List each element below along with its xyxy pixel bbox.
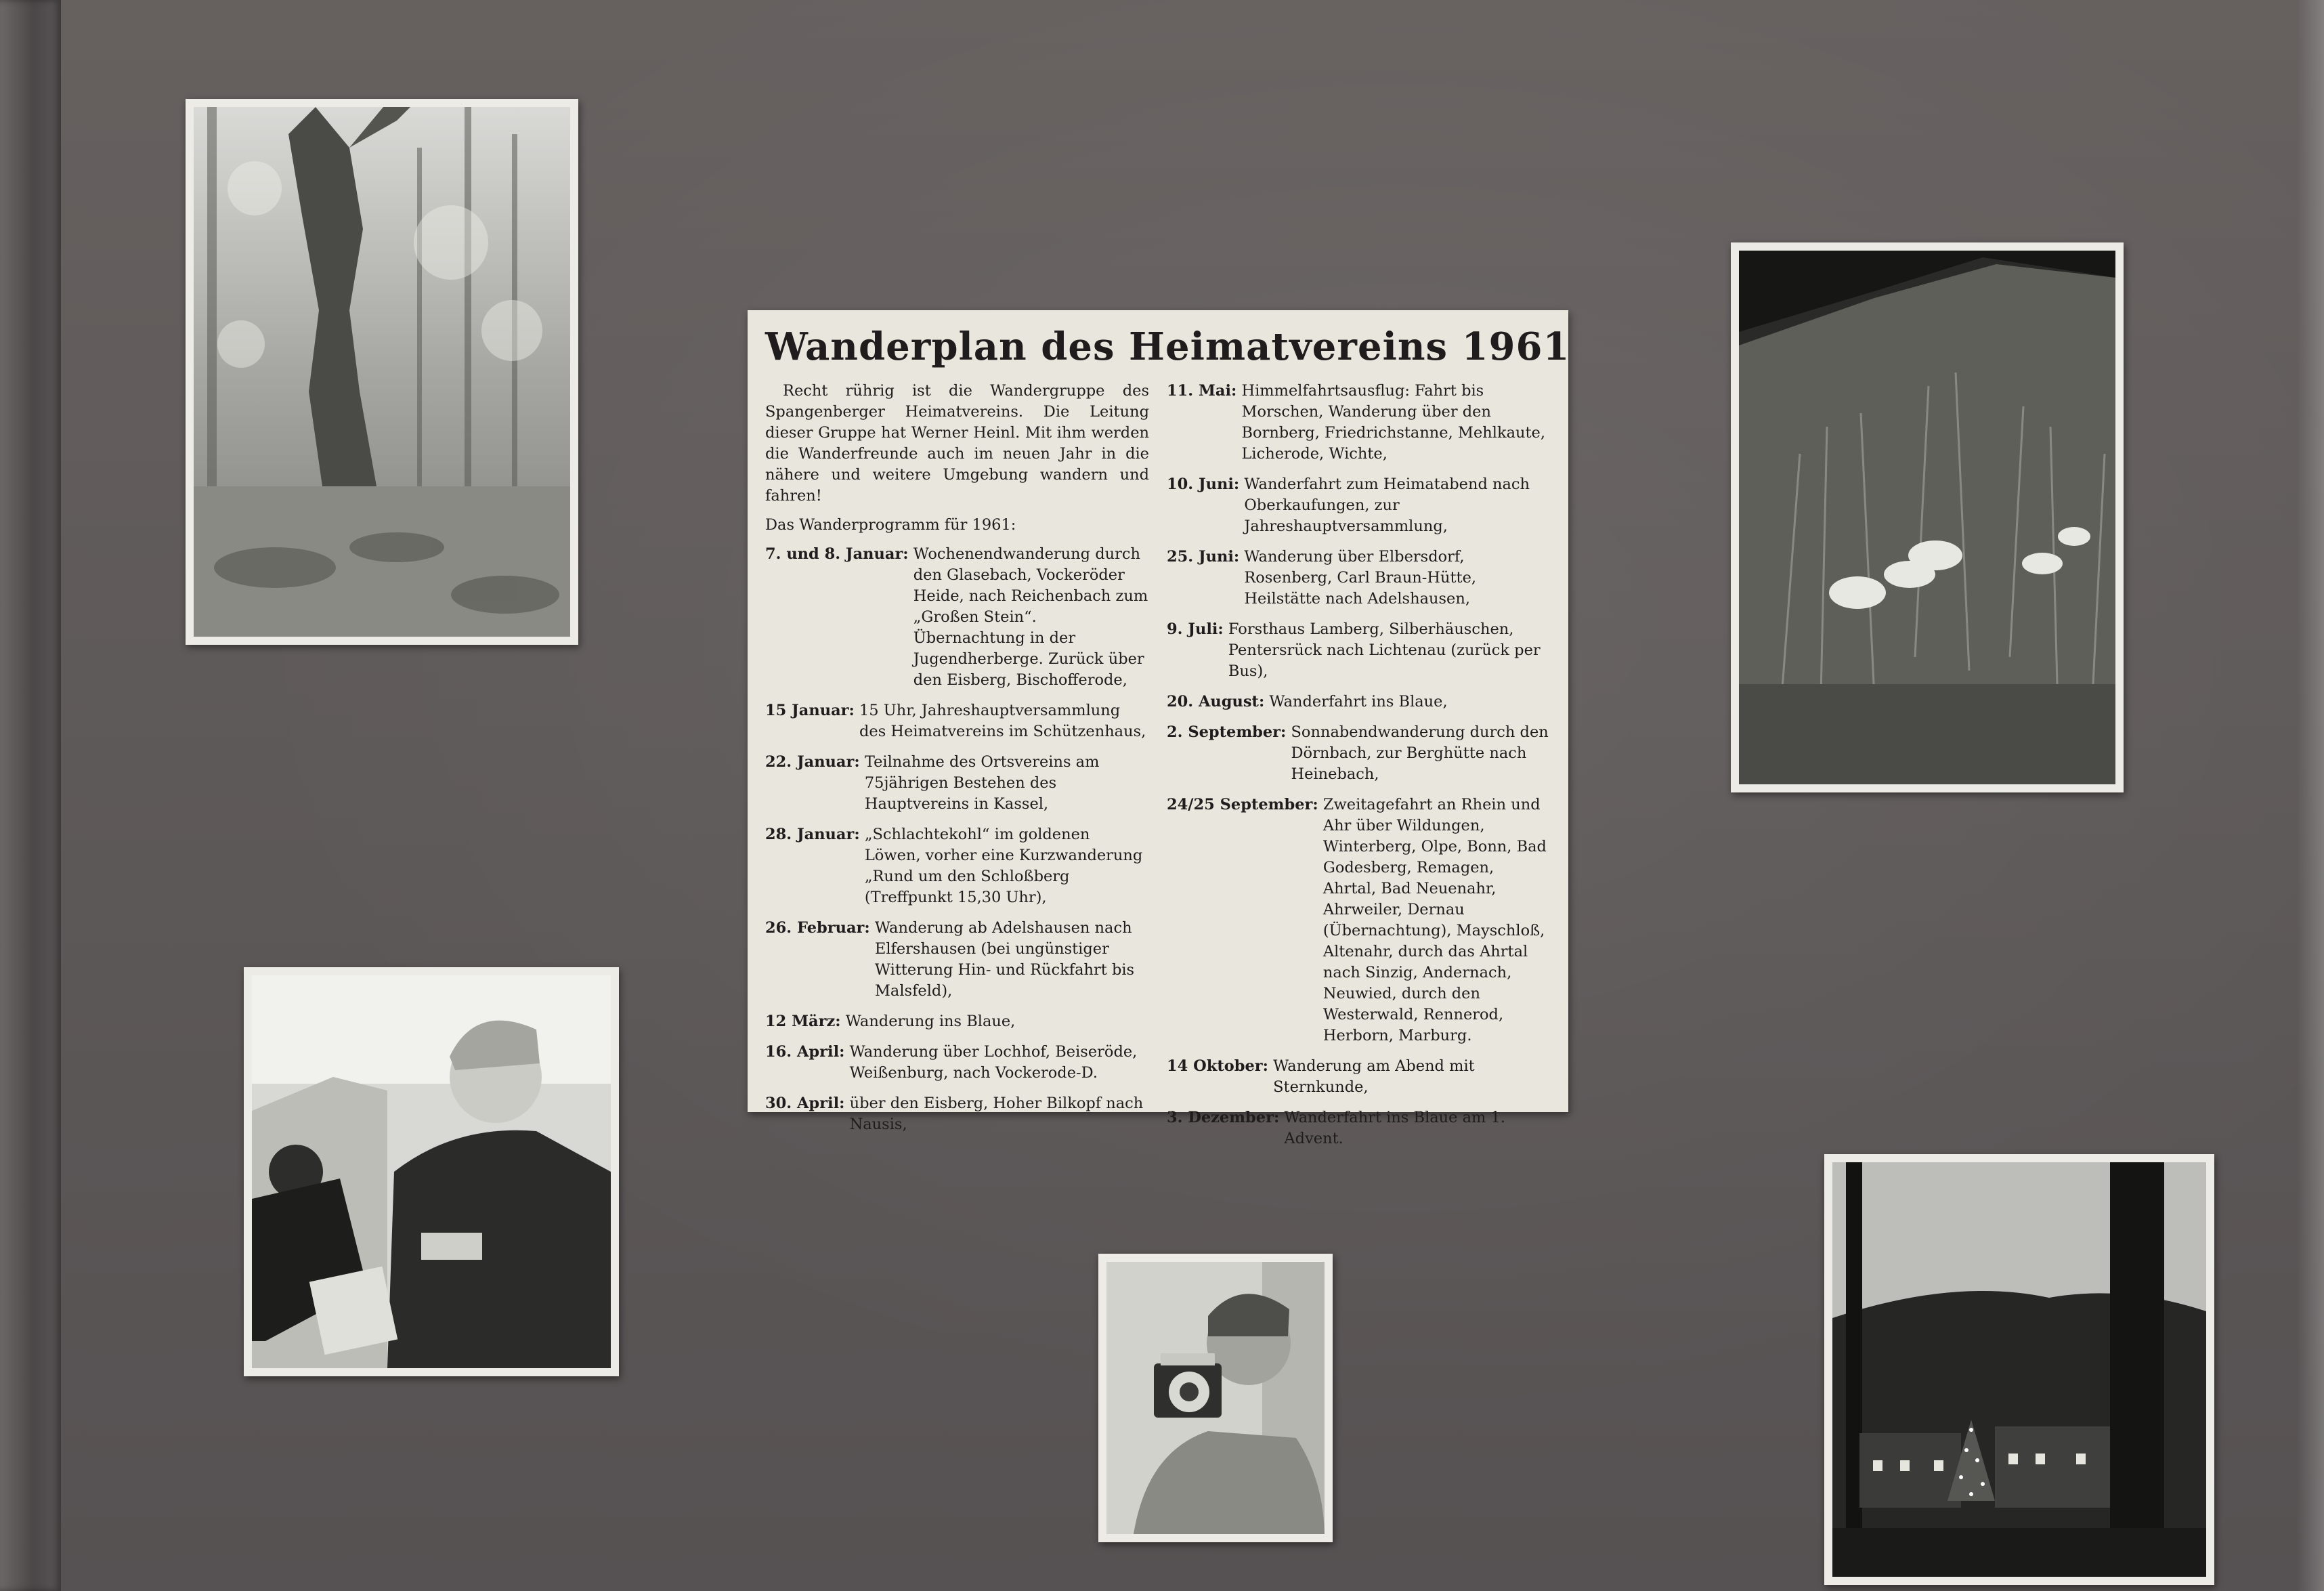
entry-text: Wanderung über Lochhof, Beiseröde, Weißenburg, nach Vockerode-D. [849,1043,1138,1082]
schedule-entry [1167,794,1551,1046]
entry-date: 22. Januar: [765,753,860,771]
entry-date: 9. Juli: [1167,620,1224,638]
entry-text: Teilnahme des Ortsvereins am 75jährigen Bestehen des Hauptvereins in Kassel, [864,753,1100,813]
schedule-entry [765,1011,1149,1032]
entry-date: 28. Januar: [765,826,860,843]
two-men-image [252,975,611,1368]
clipping-right-column [1167,381,1551,1159]
camera-selfie-photo [1098,1254,1333,1542]
flowers-photo [1731,242,2124,792]
clipping-intro: Recht rührig ist die Wandergruppe des Spangenberger Heimatvereins. Die Leitung dieser Gruppe hat Werner Heinl. Mit ihm werden die Wanderfreunde auch im neuen Jahr in die nähere und weitere Umgebung wandern und fahren! [765,382,1149,505]
entry-text: Wanderung ins Blaue, [845,1013,1016,1030]
schedule-entry [1167,619,1551,682]
entry-text: Himmelfahrtsausflug: Fahrt bis Morschen, Wanderung über den Bornberg, Friedrichstanne, Mehlkaute, Licherode, Wichte, [1241,382,1546,463]
forest-tree-photo [186,99,578,645]
newspaper-clipping [748,310,1570,1147]
entry-date: 15 Januar: [765,702,855,719]
schedule-entry [1167,1107,1551,1149]
entry-date: 2. September: [1167,723,1287,741]
entry-date: 25. Juni: [1167,548,1240,566]
schedule-entry [1167,381,1551,465]
entry-text: Wanderung am Abend mit Sternkunde, [1273,1057,1475,1096]
schedule-entry [765,544,1149,691]
entry-text: Wanderfahrt zum Heimatabend nach Oberkaufungen, zur Jahreshauptversammlung, [1244,475,1530,535]
entry-date: 16. April: [765,1043,845,1061]
entry-date: 14 Oktober: [1167,1057,1268,1075]
entry-text: Wochenendwanderung durch den Glasebach, Vockeröder Heide, nach Reichenbach zum „Großen Stein“. Übernachtung in der Jugendherberge. Zurück über den Eisberg, Bischofferode, [913,545,1148,689]
schedule-entry [765,752,1149,815]
entry-text: über den Eisberg, Hoher Bilkopf nach Nausis, [849,1095,1144,1133]
entry-date: 10. Juni: [1167,475,1240,493]
entry-date: 7. und 8. Januar: [765,545,909,563]
schedule-entry [1167,692,1551,713]
schedule-entry [765,1042,1149,1084]
entry-text: Sonnabendwanderung durch den Dörnbach, zur Berghütte nach Heinebach, [1291,723,1549,783]
entry-text: Wanderfahrt ins Blaue am 1. Advent. [1284,1109,1506,1147]
night-village-photo [1824,1154,2214,1585]
clipping-title: Wanderplan des Heimatvereins 1961 [765,324,1570,369]
entry-text: Wanderung über Elbersdorf, Rosenberg, Carl Braun-Hütte, Heilstätte nach Adelshausen, [1244,548,1477,608]
entry-text: Wanderfahrt ins Blaue, [1269,693,1448,710]
entry-date: 11. Mai: [1167,382,1237,400]
night-village-image [1832,1162,2206,1577]
entry-date: 20. August: [1167,693,1265,710]
schedule-entry [1167,1056,1551,1098]
schedule-entry [765,918,1149,1002]
schedule-entry [1167,722,1551,785]
schedule-entry [765,1093,1149,1135]
entry-date: 3. Dezember: [1167,1109,1280,1126]
entry-text: Wanderung ab Adelshausen nach Elfershausen (bei ungünstiger Witterung Hin- und Rückfahrt bis Malsfeld), [874,919,1135,1000]
flowers-image [1739,251,2115,784]
entry-date: 30. April: [765,1095,845,1112]
schedule-entry [765,700,1149,742]
entry-text: Forsthaus Lamberg, Silberhäuschen, Pentersrück nach Lichtenau (zurück per Bus), [1228,620,1541,680]
schedule-entry [1167,547,1551,610]
album-binding [0,0,61,1591]
entry-date: 24/25 September: [1167,796,1318,813]
forest-tree-image [194,107,570,637]
entry-text: „Schlachtekohl“ im goldenen Löwen, vorher eine Kurzwanderung „Rund um den Schloßberg (Treffpunkt 15,30 Uhr), [864,826,1143,906]
program-heading: Das Wanderprogramm für 1961: [765,516,1016,534]
page-edge-highlight [2297,0,2324,1591]
clipping-left-column [765,381,1149,1159]
camera-selfie-image [1106,1262,1325,1534]
two-men-photo [244,967,619,1376]
schedule-entry [1167,474,1551,537]
entry-text: 15 Uhr, Jahreshauptversammlung des Heimatvereins im Schützenhaus, [859,702,1146,740]
schedule-entry [765,824,1149,908]
entry-text: Zweitagefahrt an Rhein und Ahr über Wildungen, Winterberg, Olpe, Bonn, Bad Godesberg, Remagen, Ahrtal, Bad Neuenahr, Ahrweiler, Dernau (Übernachtung), Mayschloß, Altenahr, durch das Ahrtal nach Sinzig, Andernach, Neuwied, durch den Westerwald, Rennerod, Herborn, Marburg. [1322,796,1547,1044]
entry-date: 26. Februar: [765,919,870,937]
entry-date: 12 März: [765,1013,841,1030]
